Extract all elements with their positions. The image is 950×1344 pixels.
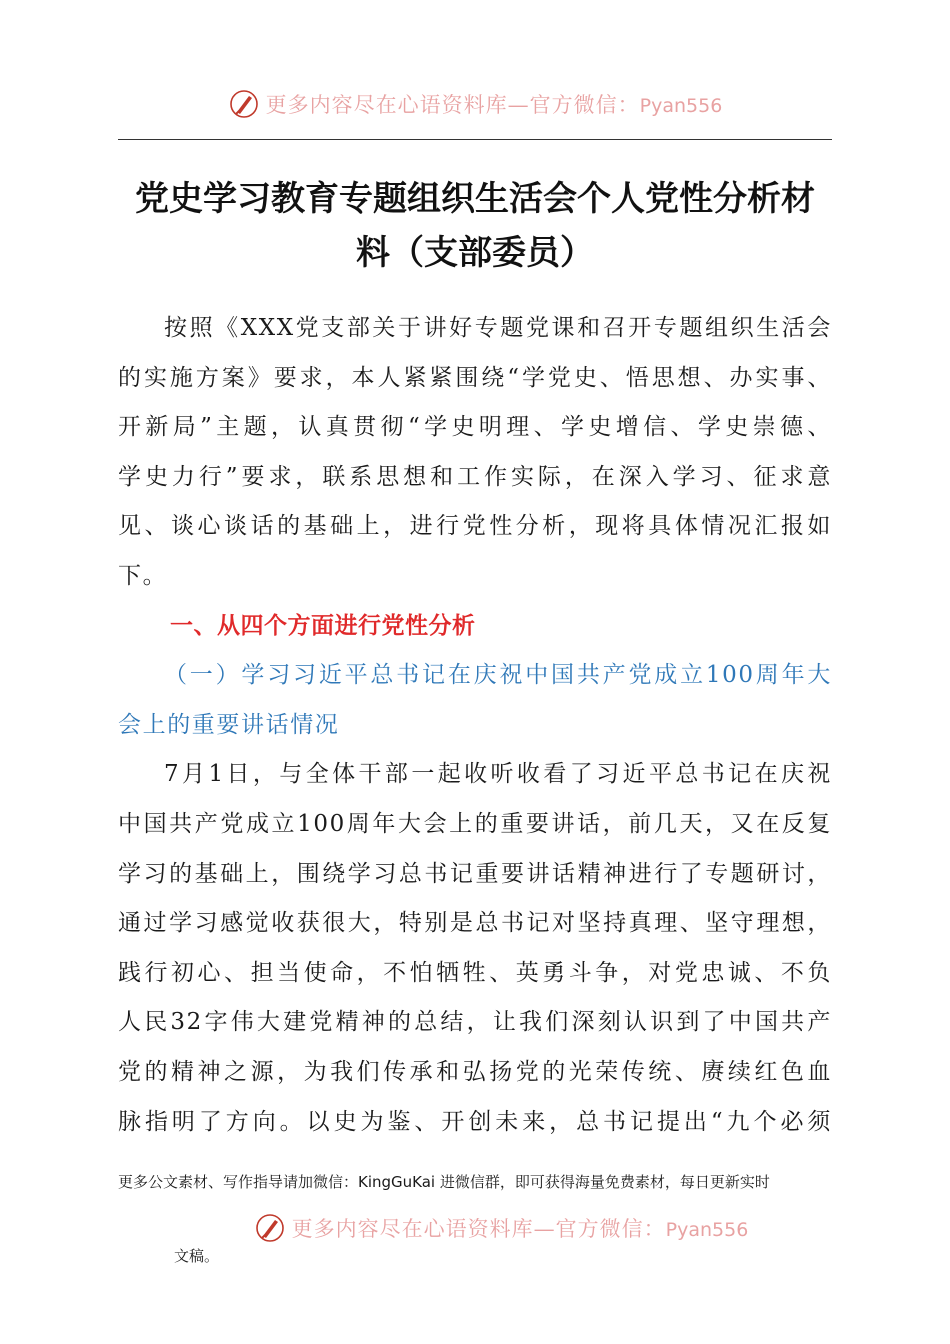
- paragraph-line: 见、谈心谈话的基础上，进行党性分析，现将具体情况汇报如: [118, 513, 832, 540]
- header-watermark: [0, 84, 950, 124]
- paragraph-line: 通过学习感觉收获很大，特别是总书记对坚持真理、坚守理想，: [118, 910, 832, 937]
- paragraph-line: 中国共产党成立100周年大会上的重要讲话，前几天，又在反复: [118, 810, 832, 837]
- paragraph-line: 下。: [118, 562, 168, 589]
- paragraph-line: 脉指明了方向。以史为鉴、开创未来，总书记提出“九个必须: [118, 1108, 832, 1135]
- title-line: 料（支部委员）: [356, 233, 594, 273]
- paragraph-line: 7月1日，与全体干部一起收听收看了习近平总书记在庆祝: [164, 761, 832, 788]
- paragraph-line: 学习的基础上，围绕学习总书记重要讲话精神进行了专题研讨，: [118, 860, 832, 887]
- watermark-text: 更多内容尽在心语资料库—官方微信：Pyan556: [265, 93, 723, 117]
- section-heading: 一、从四个方面进行党性分析: [170, 612, 476, 639]
- paragraph-line: 践行初心、担当使命，不怕牺牲、英勇斗争，对党忠诚、不负: [118, 959, 832, 986]
- paragraph-line: 人民32字伟大建党精神的总结，让我们深刻认识到了中国共产: [118, 1009, 832, 1036]
- paragraph-line: 按照《XXX党支部关于讲好专题党课和召开专题组织生活会: [164, 315, 832, 341]
- header-divider: [118, 139, 832, 140]
- document-title: [110, 172, 840, 280]
- subsection-heading-line: （一）学习习近平总书记在庆祝中国共产党成立100周年大: [164, 662, 832, 689]
- paragraph-line: 开新局”主题，认真贯彻“学史明理、学史增信、学史崇德、: [118, 414, 832, 441]
- footer-note-continued: 文稿。: [174, 1247, 220, 1265]
- document-body: [118, 304, 832, 1147]
- paragraph-line: 学史力行”要求，联系思想和工作实际，在深入学习、征求意: [118, 463, 832, 490]
- subsection-heading-line: 会上的重要讲话情况: [118, 711, 340, 738]
- paragraph-line: 党的精神之源，为我们传承和弘扬党的光荣传统、赓续红色血: [118, 1058, 832, 1085]
- footer-watermark: [26, 1208, 950, 1248]
- watermark-text: 更多内容尽在心语资料库—官方微信：Pyan556: [291, 1217, 749, 1241]
- paragraph-line: 的实施方案》要求，本人紧紧围绕“学党史、悟思想、办实事、: [118, 364, 832, 391]
- title-line: 党史学习教育专题组织生活会个人党性分析材: [135, 179, 815, 219]
- footer-note: 更多公文素材、写作指导请加微信：KingGuKai 进微信群，即可获得海量免费素材，每日更新实时: [118, 1173, 770, 1191]
- pen-logo-icon: [254, 1212, 286, 1244]
- pen-logo-icon: [228, 88, 260, 120]
